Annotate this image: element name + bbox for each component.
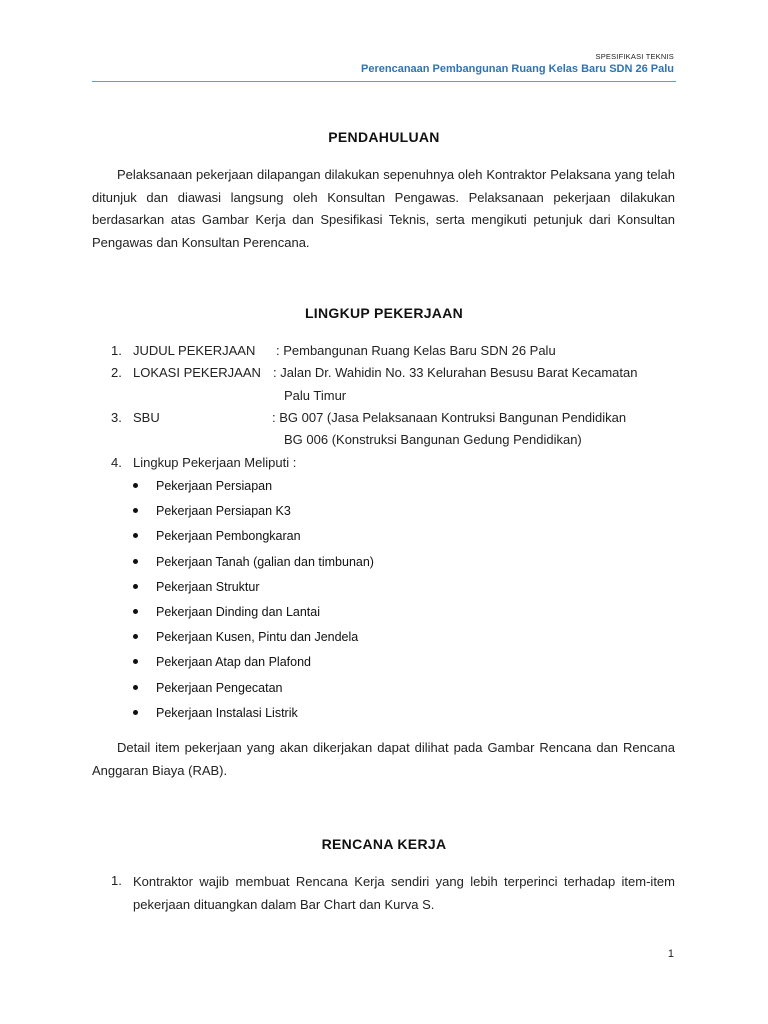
list-item-number: 3. [111, 410, 122, 425]
bullet-text: Pekerjaan Tanah (galian dan timbunan) [156, 554, 374, 569]
rencana-item-text: Kontraktor wajib membuat Rencana Kerja sendiri yang lebih terperinci terhadap item-item pekerjaan dituangkan dalam Bar Chart dan Kurva S. [133, 874, 675, 912]
bullet-text: Pekerjaan Instalasi Listrik [156, 705, 298, 720]
heading-lingkup-pekerjaan: LINGKUP PEKERJAAN [304, 305, 464, 321]
heading-rencana-kerja: RENCANA KERJA [321, 836, 447, 852]
bullet-item [133, 703, 374, 728]
bullet-item [133, 678, 374, 703]
bullet-text: Pekerjaan Pembongkaran [156, 529, 301, 544]
bullet-item [133, 526, 374, 551]
header-divider [92, 81, 676, 82]
bullet-text: Pekerjaan Struktur [156, 579, 260, 594]
list-item-number: 2. [111, 365, 122, 380]
list-item-value-cont: BG 006 (Konstruksi Bangunan Gedung Pendidikan) [284, 432, 582, 447]
bullet-text: Pekerjaan Pengecatan [156, 680, 283, 695]
list-item-value: : Pembangunan Ruang Kelas Baru SDN 26 Palu [276, 343, 556, 358]
lingkup-detail-paragraph: Detail item pekerjaan yang akan dikerjakan dapat dilihat pada Gambar Rencana dan Rencana Anggaran Biaya (RAB). [92, 740, 675, 778]
bullet-text: Pekerjaan Persiapan [156, 479, 273, 493]
bullet-item [133, 627, 374, 652]
list-item-label: LOKASI PEKERJAAN [133, 365, 261, 380]
bullet-dot-icon [133, 483, 138, 488]
bullet-item [133, 552, 374, 577]
bullet-dot-icon [133, 685, 138, 690]
bullet-text: Pekerjaan Atap dan Plafond [156, 655, 311, 670]
bullet-text: Pekerjaan Kusen, Pintu dan Jendela [156, 630, 359, 645]
bullet-item [133, 577, 374, 602]
header-project-title: Perencanaan Pembangunan Ruang Kelas Baru SDN 26 Palu [361, 63, 674, 75]
header-doc-type: SPESIFIKASI TEKNIS [595, 52, 674, 61]
bullet-dot-icon [133, 634, 138, 639]
list-item-value: : BG 007 (Jasa Pelaksanaan Kontruksi Bangunan Pendidikan [272, 410, 627, 425]
list-item-label: JUDUL PEKERJAAN [133, 343, 256, 358]
bullet-dot-icon [133, 710, 138, 715]
list-item-value: : Jalan Dr. Wahidin No. 33 Kelurahan Besusu Barat Kecamatan [273, 365, 638, 380]
bullet-item [133, 652, 374, 677]
list-item-label: SBU [133, 410, 160, 425]
bullet-dot-icon [133, 659, 138, 664]
list-item-value-cont: Palu Timur [284, 388, 347, 403]
page-number: 1 [667, 948, 674, 960]
pendahuluan-paragraph: Pelaksanaan pekerjaan dilapangan dilakukan sepenuhnya oleh Kontraktor Pelaksana yang telah ditunjuk dan diawasi langsung oleh Konsultan Pengawas. Pelaksanaan pekerjaan dilakukan berdasarkan atas Gambar Kerja dan Spesifikasi Teknis, serta mengikuti petunjuk dari Konsultan Pengawas dan Konsultan Perencana. [92, 167, 675, 250]
bullet-item [133, 602, 374, 627]
lingkup-bullet-list [133, 476, 374, 728]
bullet-text: Pekerjaan Persiapan K3 [156, 504, 291, 519]
bullet-dot-icon [133, 508, 138, 513]
heading-pendahuluan: PENDAHULUAN [328, 129, 440, 145]
list-item-number: 4. [111, 455, 122, 470]
list-item-number: 1. [111, 343, 122, 358]
bullet-dot-icon [133, 609, 138, 614]
bullet-text: Pekerjaan Dinding dan Lantai [156, 604, 321, 619]
bullet-dot-icon [133, 533, 138, 538]
list-item-number: 1. [111, 873, 122, 888]
bullet-dot-icon [133, 559, 138, 564]
bullet-item [133, 476, 374, 501]
bullet-dot-icon [133, 584, 138, 589]
list-item-label: Lingkup Pekerjaan Meliputi : [133, 455, 297, 470]
bullet-item [133, 501, 374, 526]
